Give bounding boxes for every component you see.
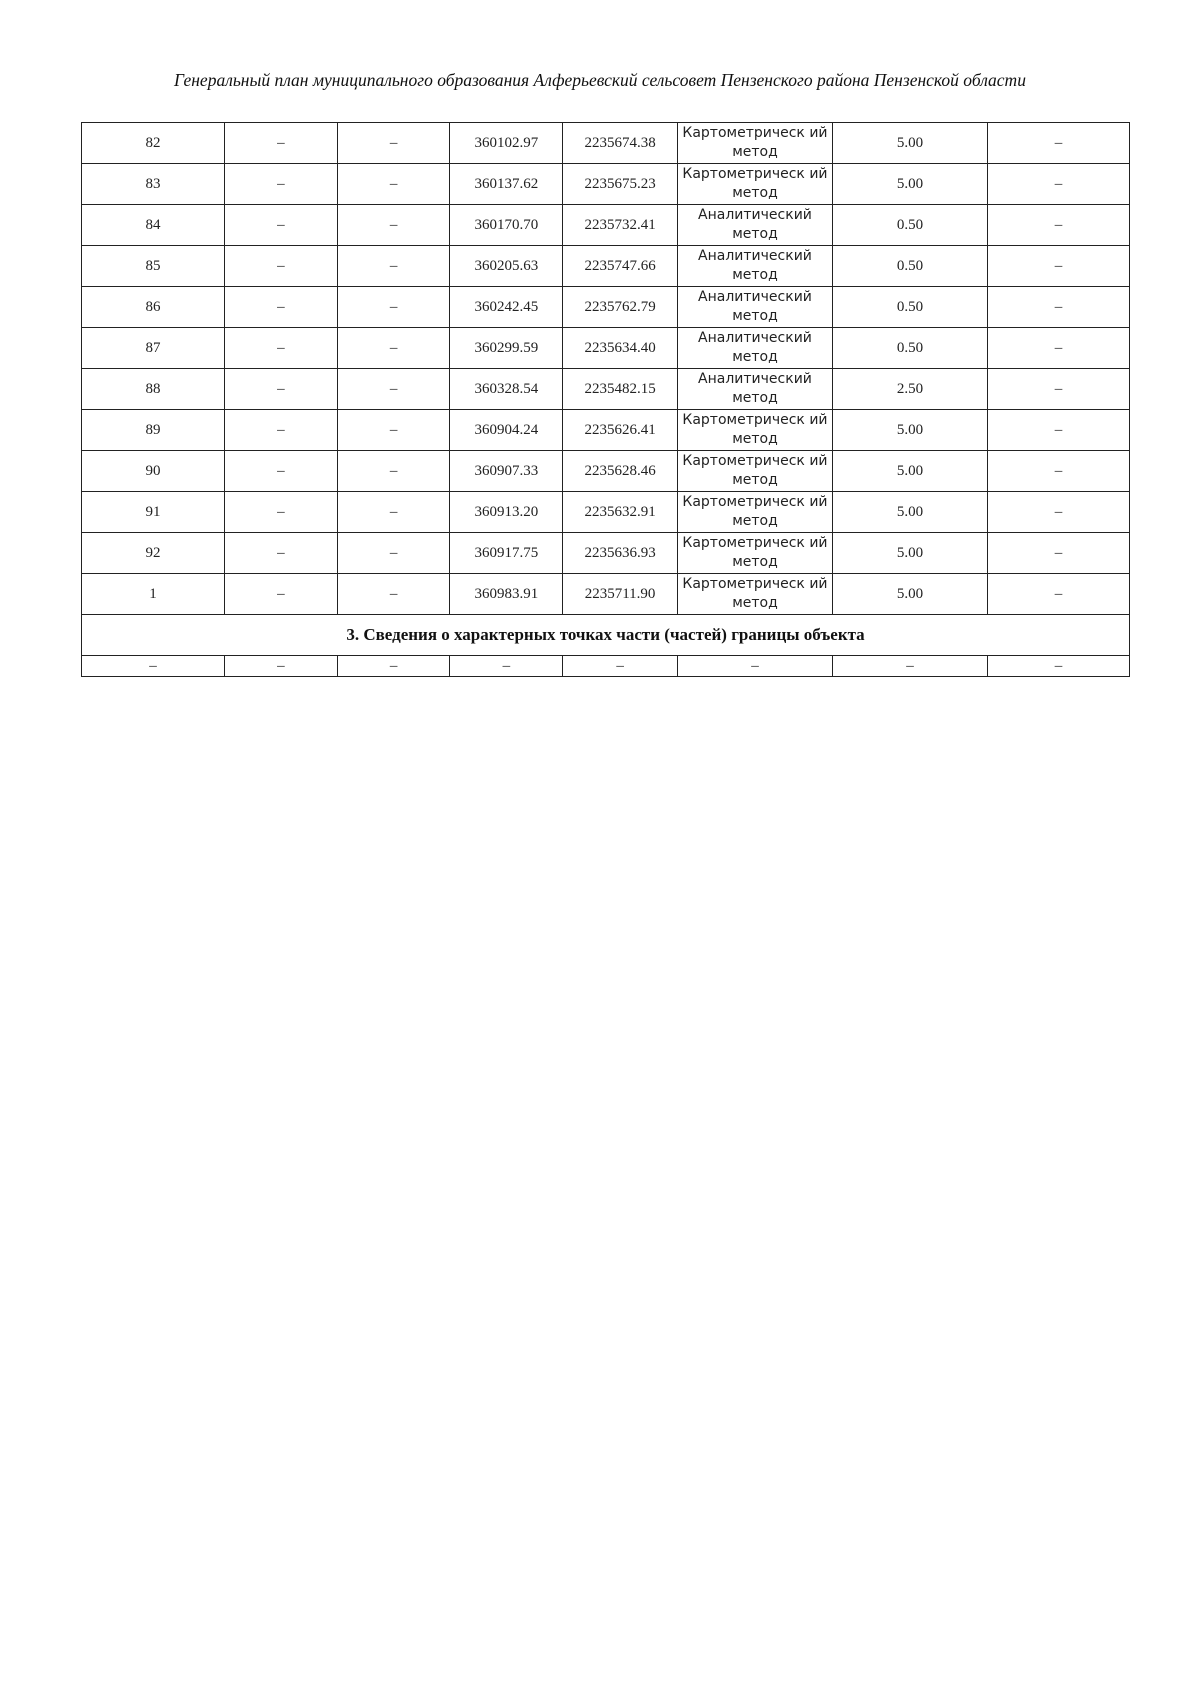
point-number-cell: 86 bbox=[82, 287, 225, 328]
table-cell: – bbox=[224, 246, 337, 287]
table-cell: 360917.75 bbox=[450, 533, 563, 574]
table-cell: 5.00 bbox=[833, 574, 988, 615]
method-cell: Аналитический метод bbox=[677, 328, 832, 369]
table-cell: 5.00 bbox=[833, 492, 988, 533]
table-cell: 5.00 bbox=[833, 410, 988, 451]
table-cell: – bbox=[337, 246, 450, 287]
table-cell: – bbox=[224, 369, 337, 410]
table-cell: – bbox=[337, 656, 450, 677]
method-cell: Картометрическ ий метод bbox=[677, 123, 832, 164]
table-cell: – bbox=[988, 369, 1130, 410]
table-cell: – bbox=[337, 410, 450, 451]
method-cell: Аналитический метод bbox=[677, 369, 832, 410]
table-cell: – bbox=[988, 492, 1130, 533]
table-cell: – bbox=[337, 287, 450, 328]
section-row bbox=[82, 615, 1130, 656]
point-number-cell: 82 bbox=[82, 123, 225, 164]
table-cell: 2235634.40 bbox=[563, 328, 678, 369]
table-row bbox=[82, 533, 1130, 574]
table-cell: 2235762.79 bbox=[563, 287, 678, 328]
table-cell: – bbox=[224, 205, 337, 246]
method-cell: Картометрическ ий метод bbox=[677, 574, 832, 615]
table-cell: – bbox=[337, 205, 450, 246]
point-number-cell: 83 bbox=[82, 164, 225, 205]
table-cell: 0.50 bbox=[833, 328, 988, 369]
point-number-cell: 92 bbox=[82, 533, 225, 574]
point-number-cell: 1 bbox=[82, 574, 225, 615]
table-cell: – bbox=[224, 410, 337, 451]
table-cell: – bbox=[988, 533, 1130, 574]
table-cell: 360205.63 bbox=[450, 246, 563, 287]
table-cell: 2235747.66 bbox=[563, 246, 678, 287]
table-cell: – bbox=[988, 574, 1130, 615]
point-number-cell: 87 bbox=[82, 328, 225, 369]
table-cell: – bbox=[563, 656, 678, 677]
table-row bbox=[82, 410, 1130, 451]
table-row bbox=[82, 451, 1130, 492]
table-cell: – bbox=[224, 123, 337, 164]
table-cell: – bbox=[224, 451, 337, 492]
table-cell: 360913.20 bbox=[450, 492, 563, 533]
table-cell: – bbox=[450, 656, 563, 677]
table-cell: 5.00 bbox=[833, 164, 988, 205]
point-number-cell: 89 bbox=[82, 410, 225, 451]
table-row bbox=[82, 328, 1130, 369]
table-cell: – bbox=[988, 410, 1130, 451]
table-cell: 360907.33 bbox=[450, 451, 563, 492]
table-cell: – bbox=[224, 574, 337, 615]
table-row bbox=[82, 492, 1130, 533]
point-number-cell: 90 bbox=[82, 451, 225, 492]
table-cell: 360299.59 bbox=[450, 328, 563, 369]
table-cell: 5.00 bbox=[833, 451, 988, 492]
table-cell: 360328.54 bbox=[450, 369, 563, 410]
coordinates-table bbox=[81, 122, 1130, 677]
point-number-cell: 84 bbox=[82, 205, 225, 246]
table-row bbox=[82, 205, 1130, 246]
table-cell: – bbox=[677, 656, 832, 677]
table-cell: 2235674.38 bbox=[563, 123, 678, 164]
method-cell: Аналитический метод bbox=[677, 287, 832, 328]
table-row bbox=[82, 246, 1130, 287]
table-cell: 2235711.90 bbox=[563, 574, 678, 615]
method-cell: Картометрическ ий метод bbox=[677, 451, 832, 492]
table-body bbox=[82, 123, 1130, 615]
table-cell: – bbox=[224, 164, 337, 205]
table-cell: – bbox=[337, 369, 450, 410]
table-cell: 0.50 bbox=[833, 287, 988, 328]
table-cell: – bbox=[337, 451, 450, 492]
table-cell: – bbox=[988, 287, 1130, 328]
table-cell: 0.50 bbox=[833, 246, 988, 287]
table-row bbox=[82, 287, 1130, 328]
table-cell: 2235636.93 bbox=[563, 533, 678, 574]
page-header: Генеральный план муниципального образования Алферьевский сельсовет Пензенского района Пензенской области bbox=[174, 70, 1026, 90]
table-cell: 0.50 bbox=[833, 205, 988, 246]
table-cell: 360242.45 bbox=[450, 287, 563, 328]
table-cell: 360137.62 bbox=[450, 164, 563, 205]
table-cell: – bbox=[988, 451, 1130, 492]
table-cell: 2.50 bbox=[833, 369, 988, 410]
table-cell: – bbox=[988, 205, 1130, 246]
table-cell: 2235632.91 bbox=[563, 492, 678, 533]
table-cell: – bbox=[337, 123, 450, 164]
table-cell: – bbox=[988, 164, 1130, 205]
table-cell: – bbox=[224, 656, 337, 677]
point-number-cell: 88 bbox=[82, 369, 225, 410]
table-cell: 2235628.46 bbox=[563, 451, 678, 492]
table-cell: 360904.24 bbox=[450, 410, 563, 451]
table-cell: – bbox=[337, 533, 450, 574]
table-cell: – bbox=[337, 164, 450, 205]
method-cell: Картометрическ ий метод bbox=[677, 410, 832, 451]
table-row bbox=[82, 164, 1130, 205]
section-title: 3. Сведения о характерных точках части (частей) границы объекта bbox=[82, 615, 1130, 656]
method-cell: Аналитический метод bbox=[677, 246, 832, 287]
table-cell: – bbox=[224, 492, 337, 533]
table-cell: – bbox=[224, 328, 337, 369]
table-cell: 360170.70 bbox=[450, 205, 563, 246]
table-cell: – bbox=[988, 123, 1130, 164]
method-cell: Картометрическ ий метод bbox=[677, 533, 832, 574]
table-cell: – bbox=[833, 656, 988, 677]
table-cell: – bbox=[224, 533, 337, 574]
table-cell: – bbox=[224, 287, 337, 328]
table-cell: – bbox=[988, 328, 1130, 369]
table-cell: – bbox=[337, 492, 450, 533]
table-cell: – bbox=[337, 574, 450, 615]
table-cell: 2235482.15 bbox=[563, 369, 678, 410]
table-cell: 360102.97 bbox=[450, 123, 563, 164]
table-row bbox=[82, 123, 1130, 164]
table-cell: 2235732.41 bbox=[563, 205, 678, 246]
table-row bbox=[82, 369, 1130, 410]
table-cell: – bbox=[988, 246, 1130, 287]
empty-row bbox=[82, 656, 1130, 677]
method-cell: Аналитический метод bbox=[677, 205, 832, 246]
method-cell: Картометрическ ий метод bbox=[677, 492, 832, 533]
table-row bbox=[82, 574, 1130, 615]
point-number-cell: 85 bbox=[82, 246, 225, 287]
table-cell: 5.00 bbox=[833, 123, 988, 164]
table-cell: 2235626.41 bbox=[563, 410, 678, 451]
table-cell: 2235675.23 bbox=[563, 164, 678, 205]
table-cell: – bbox=[988, 656, 1130, 677]
point-number-cell: 91 bbox=[82, 492, 225, 533]
table-cell: 360983.91 bbox=[450, 574, 563, 615]
method-cell: Картометрическ ий метод bbox=[677, 164, 832, 205]
table-cell: 5.00 bbox=[833, 533, 988, 574]
table-cell: – bbox=[337, 328, 450, 369]
table-cell: – bbox=[82, 656, 225, 677]
